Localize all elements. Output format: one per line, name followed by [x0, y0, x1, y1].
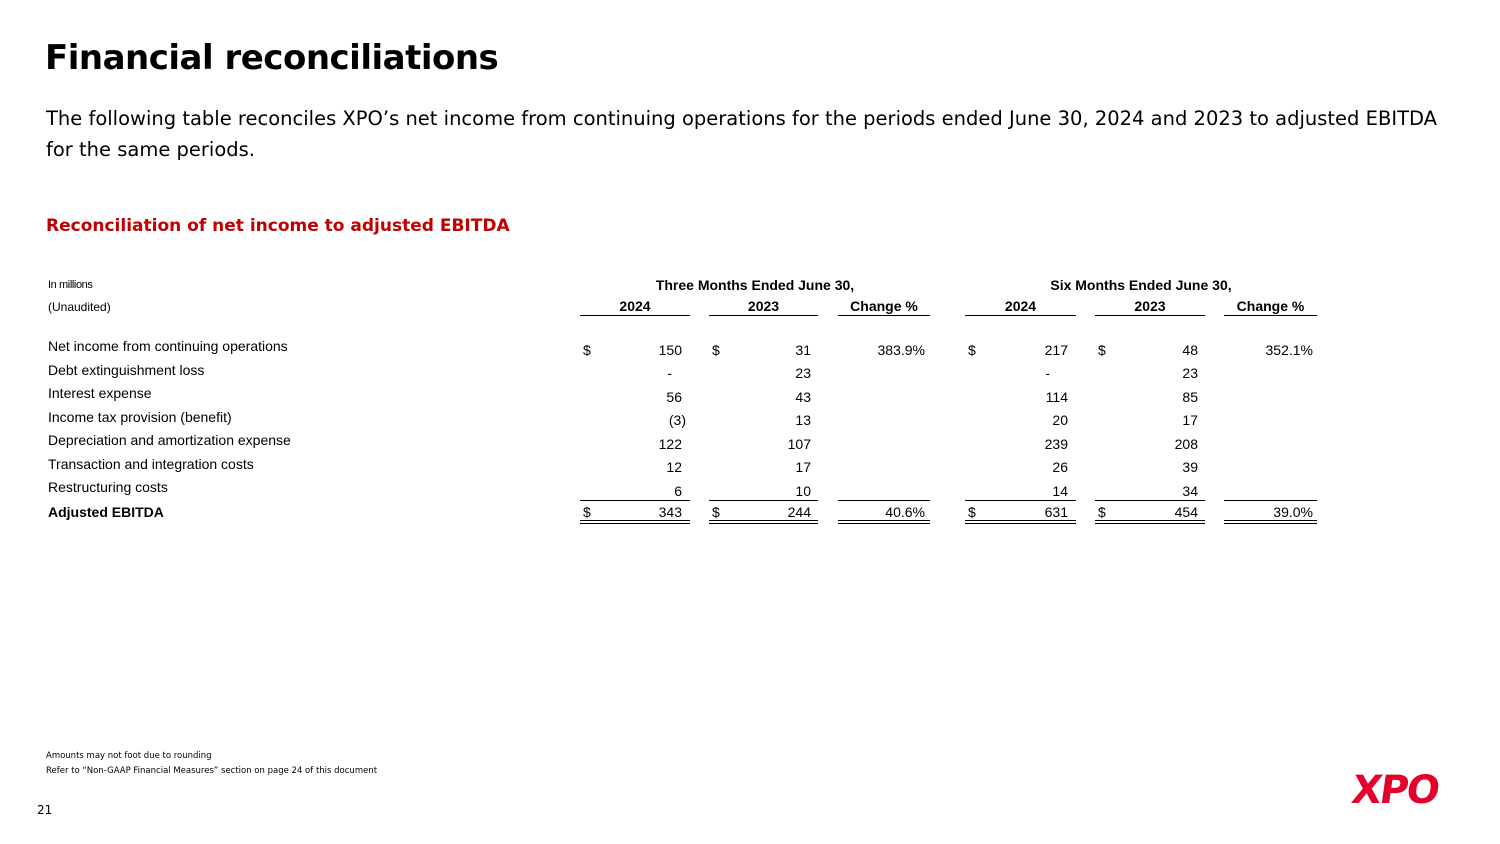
row-label-depreciation: Depreciation and amortization expense: [48, 432, 291, 448]
cell-ebitda-3m-2024: 343: [658, 504, 682, 520]
cell-depr-6m-2024: 239: [1044, 436, 1068, 452]
cell-tax-3m-2024: (3): [668, 412, 686, 428]
subtotal-rule: [838, 500, 930, 501]
cell-debt-3m-2023: 23: [795, 365, 811, 381]
cell-interest-3m-2023: 43: [795, 389, 811, 405]
col-header-6m-change: Change %: [1224, 298, 1317, 316]
cell-debt-6m-2023: 23: [1182, 365, 1198, 381]
cell-net-income-3m-2023: 31: [795, 342, 811, 358]
total-double-rule: [709, 520, 818, 524]
cell-trans-3m-2024: 12: [666, 459, 682, 475]
dollar-sign: $: [1098, 504, 1106, 520]
intro-paragraph: The following table reconciles XPO’s net income from continuing operations for the periods ended June 30, 2024 and 2023 to adjusted EBITDA for the same periods.: [46, 107, 1438, 161]
cell-tax-6m-2023: 17: [1182, 412, 1198, 428]
row-label-net-income: Net income from continuing operations: [48, 338, 288, 354]
total-double-rule: [965, 520, 1076, 524]
cell-net-income-6m-2024: 217: [1044, 342, 1068, 358]
total-double-rule: [1095, 520, 1205, 524]
dollar-sign: $: [968, 504, 976, 520]
cell-interest-6m-2024: 114: [1045, 389, 1068, 405]
row-label-adjusted-ebitda: Adjusted EBITDA: [48, 504, 164, 520]
total-double-rule: [1224, 520, 1317, 524]
dollar-sign: $: [712, 504, 720, 520]
group-header-three-months: Three Months Ended June 30,: [655, 277, 855, 293]
dollar-sign: $: [583, 504, 591, 520]
cell-tax-6m-2024: 20: [1052, 412, 1068, 428]
cell-ebitda-6m-2023: 454: [1174, 504, 1198, 520]
row-label-transaction-costs: Transaction and integration costs: [48, 456, 254, 472]
page-title: Financial reconciliations: [45, 38, 499, 78]
xpo-logo: XPO: [1348, 768, 1441, 813]
footnote-rounding: Amounts may not foot due to rounding: [46, 751, 212, 761]
cell-depr-6m-2023: 208: [1174, 436, 1198, 452]
cell-restr-6m-2023: 34: [1182, 483, 1198, 499]
unaudited-label: (Unaudited): [48, 300, 111, 314]
row-label-debt-extinguishment: Debt extinguishment loss: [48, 362, 205, 378]
cell-net-income-3m-change: 383.9%: [877, 342, 925, 358]
col-header-6m-2023: 2023: [1095, 298, 1205, 316]
page-number: 21: [37, 803, 53, 817]
cell-ebitda-3m-2023: 244: [787, 504, 811, 520]
cell-net-income-6m-change: 352.1%: [1265, 342, 1313, 358]
footnote-non-gaap: Refer to “Non-GAAP Financial Measures” section on page 24 of this document: [46, 766, 378, 776]
cell-ebitda-6m-change: 39.0%: [1273, 504, 1313, 520]
dollar-sign: $: [712, 342, 720, 358]
cell-depr-3m-2023: 107: [787, 436, 811, 452]
units-label: In millions: [48, 279, 93, 291]
cell-ebitda-6m-2024: 631: [1044, 504, 1068, 520]
row-label-restructuring: Restructuring costs: [48, 479, 168, 495]
cell-net-income-3m-2024: 150: [658, 342, 682, 358]
col-header-3m-2024: 2024: [580, 298, 690, 316]
col-header-6m-2024: 2024: [965, 298, 1076, 316]
cell-net-income-6m-2023: 48: [1182, 342, 1198, 358]
col-header-3m-2023: 2023: [709, 298, 818, 316]
subtotal-rule: [965, 500, 1076, 501]
cell-trans-3m-2023: 17: [795, 459, 811, 475]
cell-trans-6m-2023: 39: [1182, 459, 1198, 475]
cell-ebitda-3m-change: 40.6%: [885, 504, 925, 520]
cell-depr-3m-2024: 122: [658, 436, 682, 452]
cell-tax-3m-2023: 13: [795, 412, 811, 428]
cell-trans-6m-2024: 26: [1052, 459, 1068, 475]
dollar-sign: $: [968, 342, 976, 358]
subtotal-rule: [1224, 500, 1317, 501]
dollar-sign: $: [583, 342, 591, 358]
total-double-rule: [580, 520, 690, 524]
cell-debt-6m-2024: -: [1045, 365, 1050, 381]
cell-interest-6m-2023: 85: [1182, 389, 1198, 405]
row-label-income-tax: Income tax provision (benefit): [48, 409, 232, 425]
subtotal-rule: [580, 500, 690, 501]
col-header-3m-change: Change %: [838, 298, 930, 316]
cell-restr-3m-2024: 6: [674, 483, 682, 499]
subtotal-rule: [1095, 500, 1205, 501]
row-label-interest-expense: Interest expense: [48, 385, 152, 401]
section-subtitle: Reconciliation of net income to adjusted EBITDA: [46, 216, 510, 236]
cell-restr-6m-2024: 14: [1052, 483, 1068, 499]
group-header-six-months: Six Months Ended June 30,: [1050, 277, 1232, 293]
subtotal-rule: [709, 500, 818, 501]
cell-restr-3m-2023: 10: [795, 483, 811, 499]
cell-debt-3m-2024: -: [667, 365, 672, 381]
dollar-sign: $: [1098, 342, 1106, 358]
cell-interest-3m-2024: 56: [666, 389, 682, 405]
total-double-rule: [838, 520, 930, 524]
